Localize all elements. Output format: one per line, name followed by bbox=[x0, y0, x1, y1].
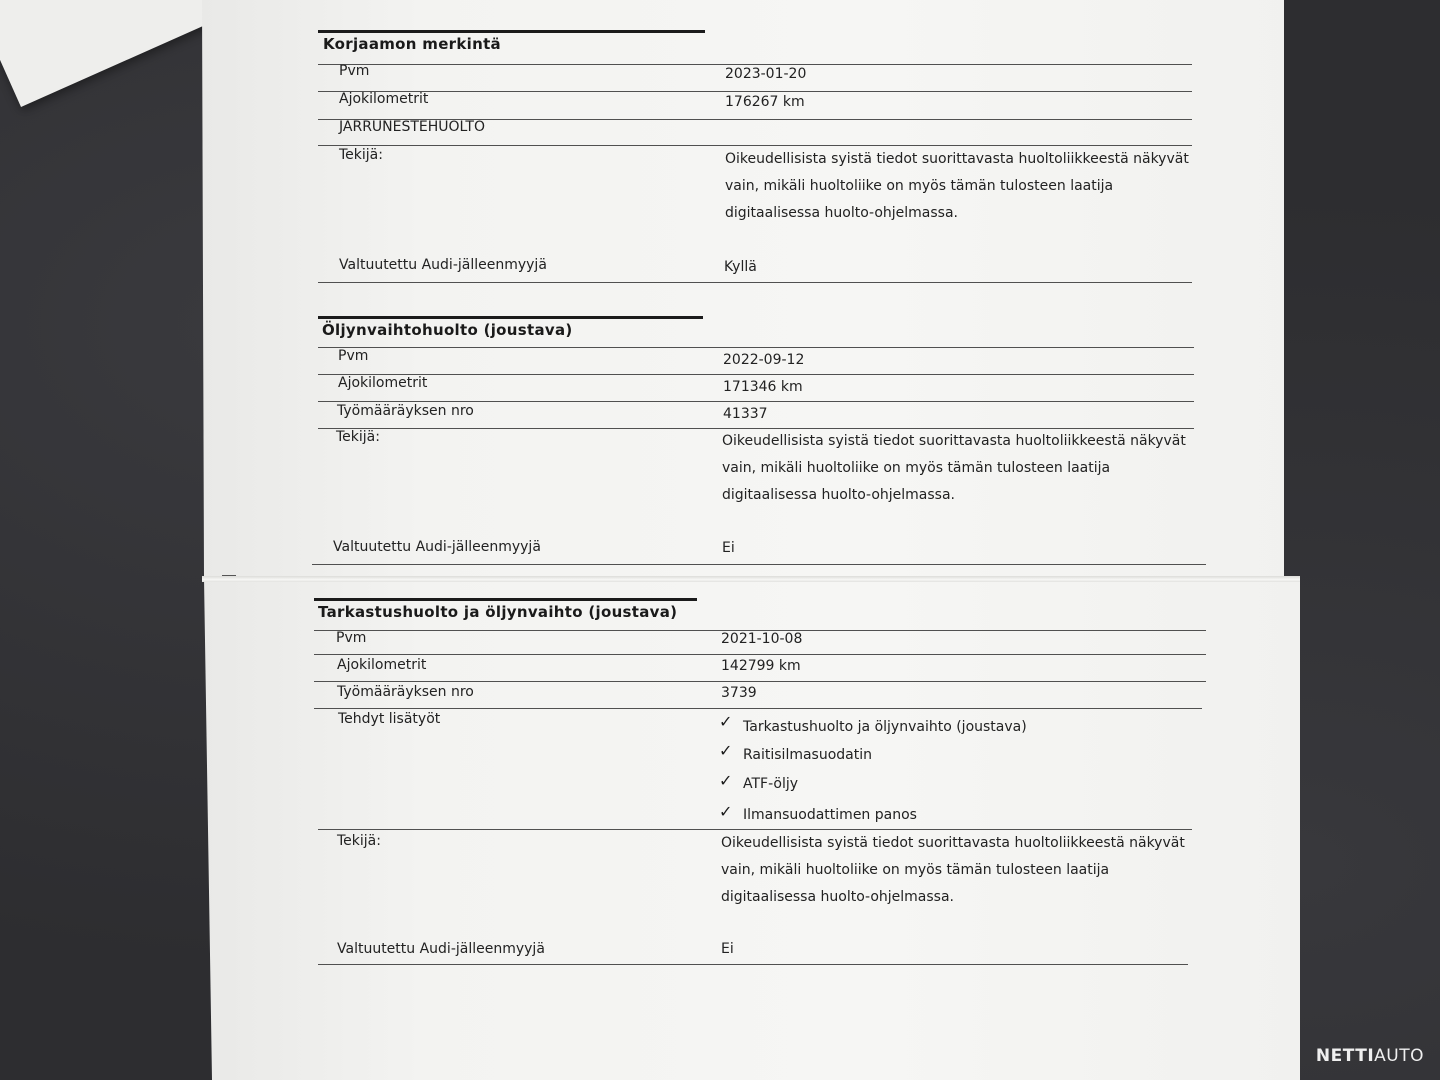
section-heading-rule bbox=[318, 30, 705, 33]
tekija-label: Tekijä: bbox=[339, 147, 383, 163]
row-label-date: Pvm bbox=[336, 630, 367, 646]
tekija-line: Oikeudellisista syistä tiedot suorittavasta huoltoliikkeestä näkyvät bbox=[725, 151, 1189, 167]
extra-work-item: ATF-öljy bbox=[743, 776, 799, 792]
row-value-mileage: 176267 km bbox=[725, 94, 805, 110]
section-heading-rule bbox=[314, 598, 697, 601]
tekija-line: vain, mikäli huoltoliike on myös tämän tulosteen laatija bbox=[725, 178, 1114, 194]
nettiauto-watermark bbox=[1316, 1046, 1424, 1066]
checkmark-icon: ✓ bbox=[719, 741, 733, 760]
watermark-bold: NETTI bbox=[1315, 1046, 1375, 1066]
tekija-text bbox=[721, 830, 1191, 911]
tekija-line: Oikeudellisista syistä tiedot suorittavasta huoltoliikkeestä näkyvät bbox=[721, 835, 1185, 851]
row-divider bbox=[318, 374, 1194, 375]
fold-mark bbox=[222, 575, 236, 576]
tekija-text bbox=[722, 428, 1192, 509]
extra-work-item: Ilmansuodattimen panos bbox=[743, 807, 917, 823]
tekija-line: digitaalisessa huolto-ohjelmassa. bbox=[725, 205, 958, 221]
section-end-divider bbox=[318, 964, 1188, 965]
row-value-date: 2021-10-08 bbox=[721, 631, 803, 647]
row-label-mileage: Ajokilometrit bbox=[338, 375, 428, 391]
tekija-label: Tekijä: bbox=[336, 429, 380, 445]
row-divider bbox=[314, 708, 1202, 709]
dealer-label: Valtuutettu Audi-jälleenmyyjä bbox=[333, 539, 541, 555]
dealer-value: Kyllä bbox=[724, 259, 757, 275]
row-divider bbox=[318, 401, 1194, 402]
row-value-order-number: 3739 bbox=[721, 685, 757, 701]
watermark-light: AUTO bbox=[1374, 1046, 1424, 1066]
row-value-date: 2023-01-20 bbox=[725, 66, 807, 82]
section-title: Tarkastushuolto ja öljynvaihto (joustava) bbox=[318, 603, 678, 621]
row-divider bbox=[318, 347, 1194, 348]
row-label-mileage: Ajokilometrit bbox=[339, 91, 429, 107]
row-divider bbox=[314, 654, 1206, 655]
row-divider bbox=[318, 91, 1192, 92]
tekija-line: vain, mikäli huoltoliike on myös tämän tulosteen laatija bbox=[721, 862, 1110, 878]
extra-work-item: Raitisilmasuodatin bbox=[743, 747, 873, 763]
dealer-label: Valtuutettu Audi-jälleenmyyjä bbox=[337, 941, 545, 957]
row-label-order-number: Työmääräyksen nro bbox=[337, 403, 474, 419]
extra-work-label: Tehdyt lisätyöt bbox=[338, 711, 441, 727]
dealer-label: Valtuutettu Audi-jälleenmyyjä bbox=[339, 257, 547, 273]
dealer-value: Ei bbox=[721, 941, 734, 957]
checkmark-icon: ✓ bbox=[719, 771, 733, 790]
checkmark-icon: ✓ bbox=[719, 802, 733, 821]
tekija-line: digitaalisessa huolto-ohjelmassa. bbox=[722, 487, 955, 503]
row-label-date: Pvm bbox=[339, 63, 370, 79]
row-label-work: JARRUNESTEHUOLTO bbox=[339, 119, 486, 135]
row-divider bbox=[314, 681, 1206, 682]
paper-fold bbox=[202, 576, 1300, 582]
tekija-label: Tekijä: bbox=[337, 833, 381, 849]
tekija-line: Oikeudellisista syistä tiedot suorittavasta huoltoliikkeestä näkyvät bbox=[722, 433, 1186, 449]
checkmark-icon: ✓ bbox=[719, 712, 733, 731]
row-value-date: 2022-09-12 bbox=[723, 352, 805, 368]
tekija-text bbox=[725, 146, 1195, 227]
section-title: Korjaamon merkintä bbox=[323, 35, 501, 53]
row-divider bbox=[318, 64, 1192, 65]
section-end-divider bbox=[312, 564, 1206, 565]
row-label-mileage: Ajokilometrit bbox=[337, 657, 427, 673]
section-title: Öljynvaihtohuolto (joustava) bbox=[322, 321, 573, 339]
tekija-line: digitaalisessa huolto-ohjelmassa. bbox=[721, 889, 954, 905]
extra-work-item: Tarkastushuolto ja öljynvaihto (joustava) bbox=[743, 719, 1027, 735]
tekija-line: vain, mikäli huoltoliike on myös tämän tulosteen laatija bbox=[722, 460, 1111, 476]
section-heading-rule bbox=[318, 316, 703, 319]
row-label-date: Pvm bbox=[338, 348, 369, 364]
section-end-divider bbox=[318, 282, 1192, 283]
row-label-order-number: Työmääräyksen nro bbox=[337, 684, 474, 700]
row-value-mileage: 171346 km bbox=[723, 379, 803, 395]
row-value-mileage: 142799 km bbox=[721, 658, 801, 674]
row-value-order-number: 41337 bbox=[723, 406, 768, 422]
dealer-value: Ei bbox=[722, 540, 735, 556]
